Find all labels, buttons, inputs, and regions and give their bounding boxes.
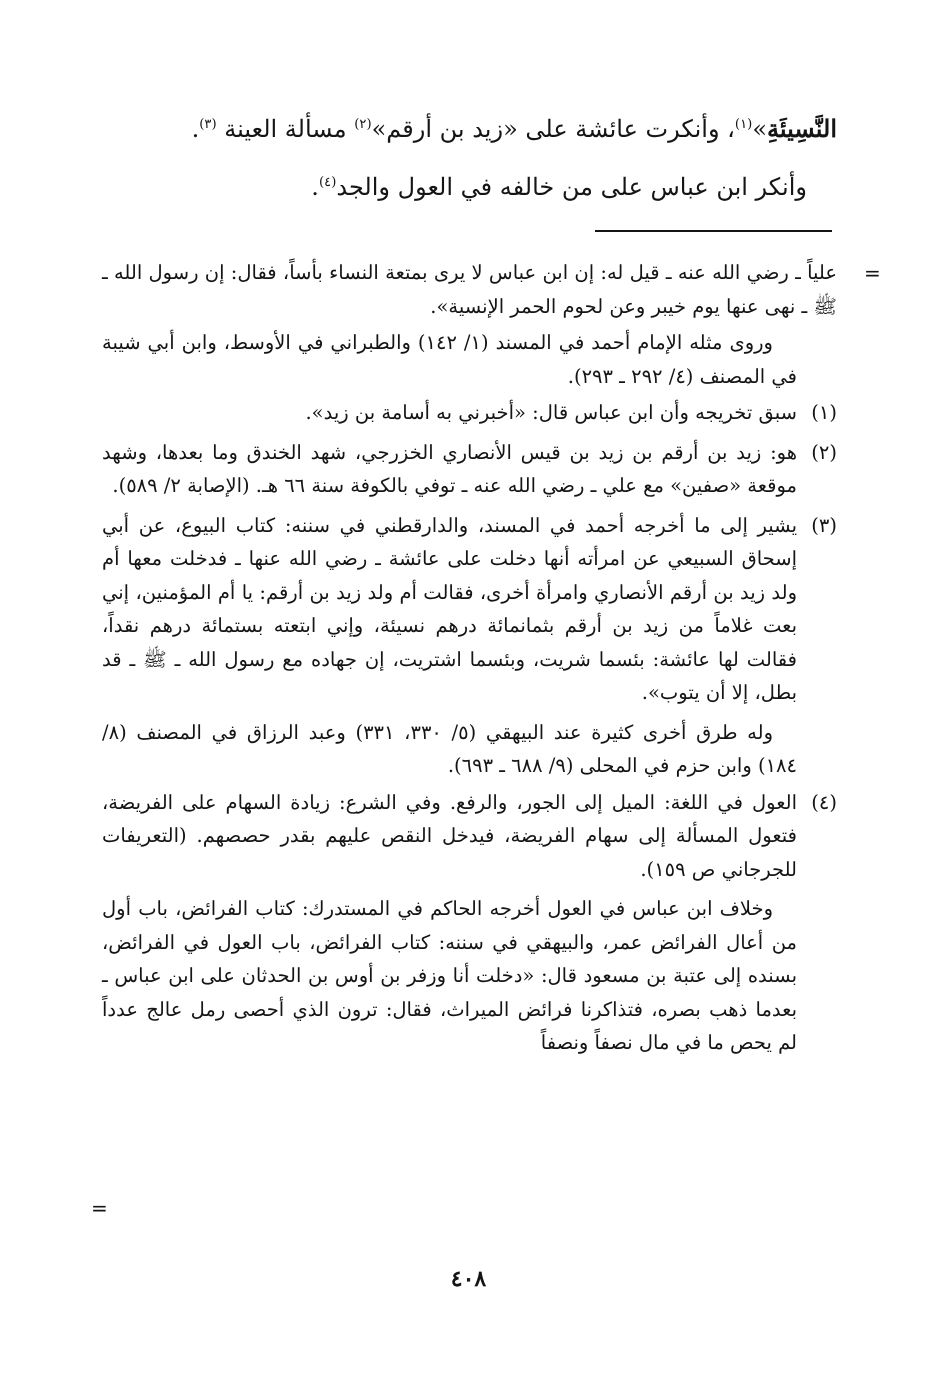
footnote-number: (٢) bbox=[811, 440, 837, 464]
text-run: مسألة العينة bbox=[216, 115, 355, 143]
footnote-number: (٤) bbox=[811, 790, 837, 814]
footnote-text: سبق تخريجه وأن ابن عباس قال: «أخبرني به أسامة بن زيد». bbox=[305, 401, 797, 424]
main-text-line-1 bbox=[102, 100, 837, 158]
footnotes bbox=[102, 256, 837, 1063]
footnote-number: (٣) bbox=[811, 513, 837, 537]
bold-term: النَّسِيئَةِ bbox=[767, 114, 837, 143]
quote-mark: » bbox=[752, 115, 768, 143]
footnote-ref-3[interactable]: (٣) bbox=[199, 117, 217, 132]
continuation-marker-bottom: = bbox=[91, 1196, 108, 1220]
continuation-marker-top: = bbox=[864, 261, 881, 285]
footnote-text: هو: زيد بن أرقم بن زيد بن قيس الأنصاري الخزرجي، شهد الخندق وما بعدها، وشهد موقعة «صفين» مع علي ـ رضي الله عنه ـ توفي بالكوفة سنة ٦٦ هـ. (الإصابة ٢/ ٥٨٩). bbox=[102, 440, 797, 497]
main-text-line-2 bbox=[102, 158, 837, 216]
footnote-carry-over-para: علياً ـ رضي الله عنه ـ قيل له: إن ابن عباس لا يرى بمتعة النساء بأساً، فقال: إن رسول الله ـ ﷺ ـ نهى عنها يوم خيبر وعن لحوم الحمر الإنسية». bbox=[102, 261, 837, 318]
footnote-ref-1[interactable]: (١) bbox=[734, 117, 753, 132]
footnote-text: العول في اللغة: الميل إلى الجور، والرفع. وفي الشرع: زيادة السهام على الفريضة، فتعول المسألة إلى سهام الفريضة، فيدخل النقص عليهم بقدر حصصهم. (التعريفات للجرجاني ص ١٥٩). bbox=[102, 790, 797, 881]
text-run: . bbox=[191, 115, 200, 143]
main-text bbox=[102, 100, 837, 216]
text-run: وأنكر ابن عباس على من خالفه في العول والجد bbox=[336, 173, 807, 201]
footnote-3-continuation: وله طرق أخرى كثيرة عند البيهقي (٥/ ٣٣٠، ٣٣١) وعبد الرزاق في المصنف (٨/ ١٨٤) وابن حزم في المحلى (٩/ ٦٨٨ ـ ٦٩٣). bbox=[102, 720, 797, 777]
footnote-ref-2[interactable]: (٢) bbox=[354, 117, 372, 132]
quoted-name: «زيد بن أرقم» bbox=[371, 115, 518, 143]
footnote-4-continuation: وخلاف ابن عباس في العول أخرجه الحاكم في المستدرك: كتاب الفرائض، باب أول من أعال الفرائض عمر، والبيهقي في سننه: كتاب الفرائض، باب العول في الفرائض، بسنده إلى عتبة بن مسعود قال: «دخلت أنا وزفر بن أوس بن الحدثان على ابن عباس ـ بعدما ذهب بصره، فتذاكرنا فرائض الميراث، فقال: ترون الذي أحصى رمل عالج عدداً لم يحص ما في مال نصفاً ونصفاً bbox=[102, 897, 797, 1054]
footnote-4 bbox=[102, 786, 837, 890]
footnote-1 bbox=[102, 396, 837, 433]
footnote-ref-4[interactable]: (٤) bbox=[318, 175, 337, 190]
footnote-carry-over-para: وروى مثله الإمام أحمد في المسند (١/ ١٤٢) والطبراني في الأوسط، وابن أبي شيبة في المصنف (٤/ ٢٩٢ ـ ٢٩٣). bbox=[102, 331, 797, 388]
text-run: . bbox=[311, 173, 319, 201]
footnote-text: يشير إلى ما أخرجه أحمد في المسند، والدارقطني في سننه: كتاب البيوع، عن أبي إسحاق السبيعي عن امرأته أنها دخلت على عائشة ـ رضي الله عنها ـ فدخلت معها أم ولد زيد بن أرقم الأنصاري وامرأة أخرى، فقالت أم ولد زيد بن أرقم: يا أم المؤمنين، إني بعت غلاماً من زيد بن أرقم بثمانمائة درهم نسيئة، وإني ابتعته بستمائة درهم نقداً، فقالت لها عائشة: بئسما شريت، وبئسما اشتريت، إن جهاده مع رسول الله ـ ﷺ ـ قد بطل، إلا أن يتوب». bbox=[102, 513, 797, 704]
page-number: ٤٠٨ bbox=[450, 1266, 487, 1292]
footnote-3 bbox=[102, 509, 837, 713]
footnote-number: (١) bbox=[811, 401, 837, 424]
footnote-separator bbox=[595, 230, 832, 232]
text-run: ، وأنكرت عائشة على bbox=[517, 115, 735, 143]
footnote-2 bbox=[102, 436, 837, 506]
